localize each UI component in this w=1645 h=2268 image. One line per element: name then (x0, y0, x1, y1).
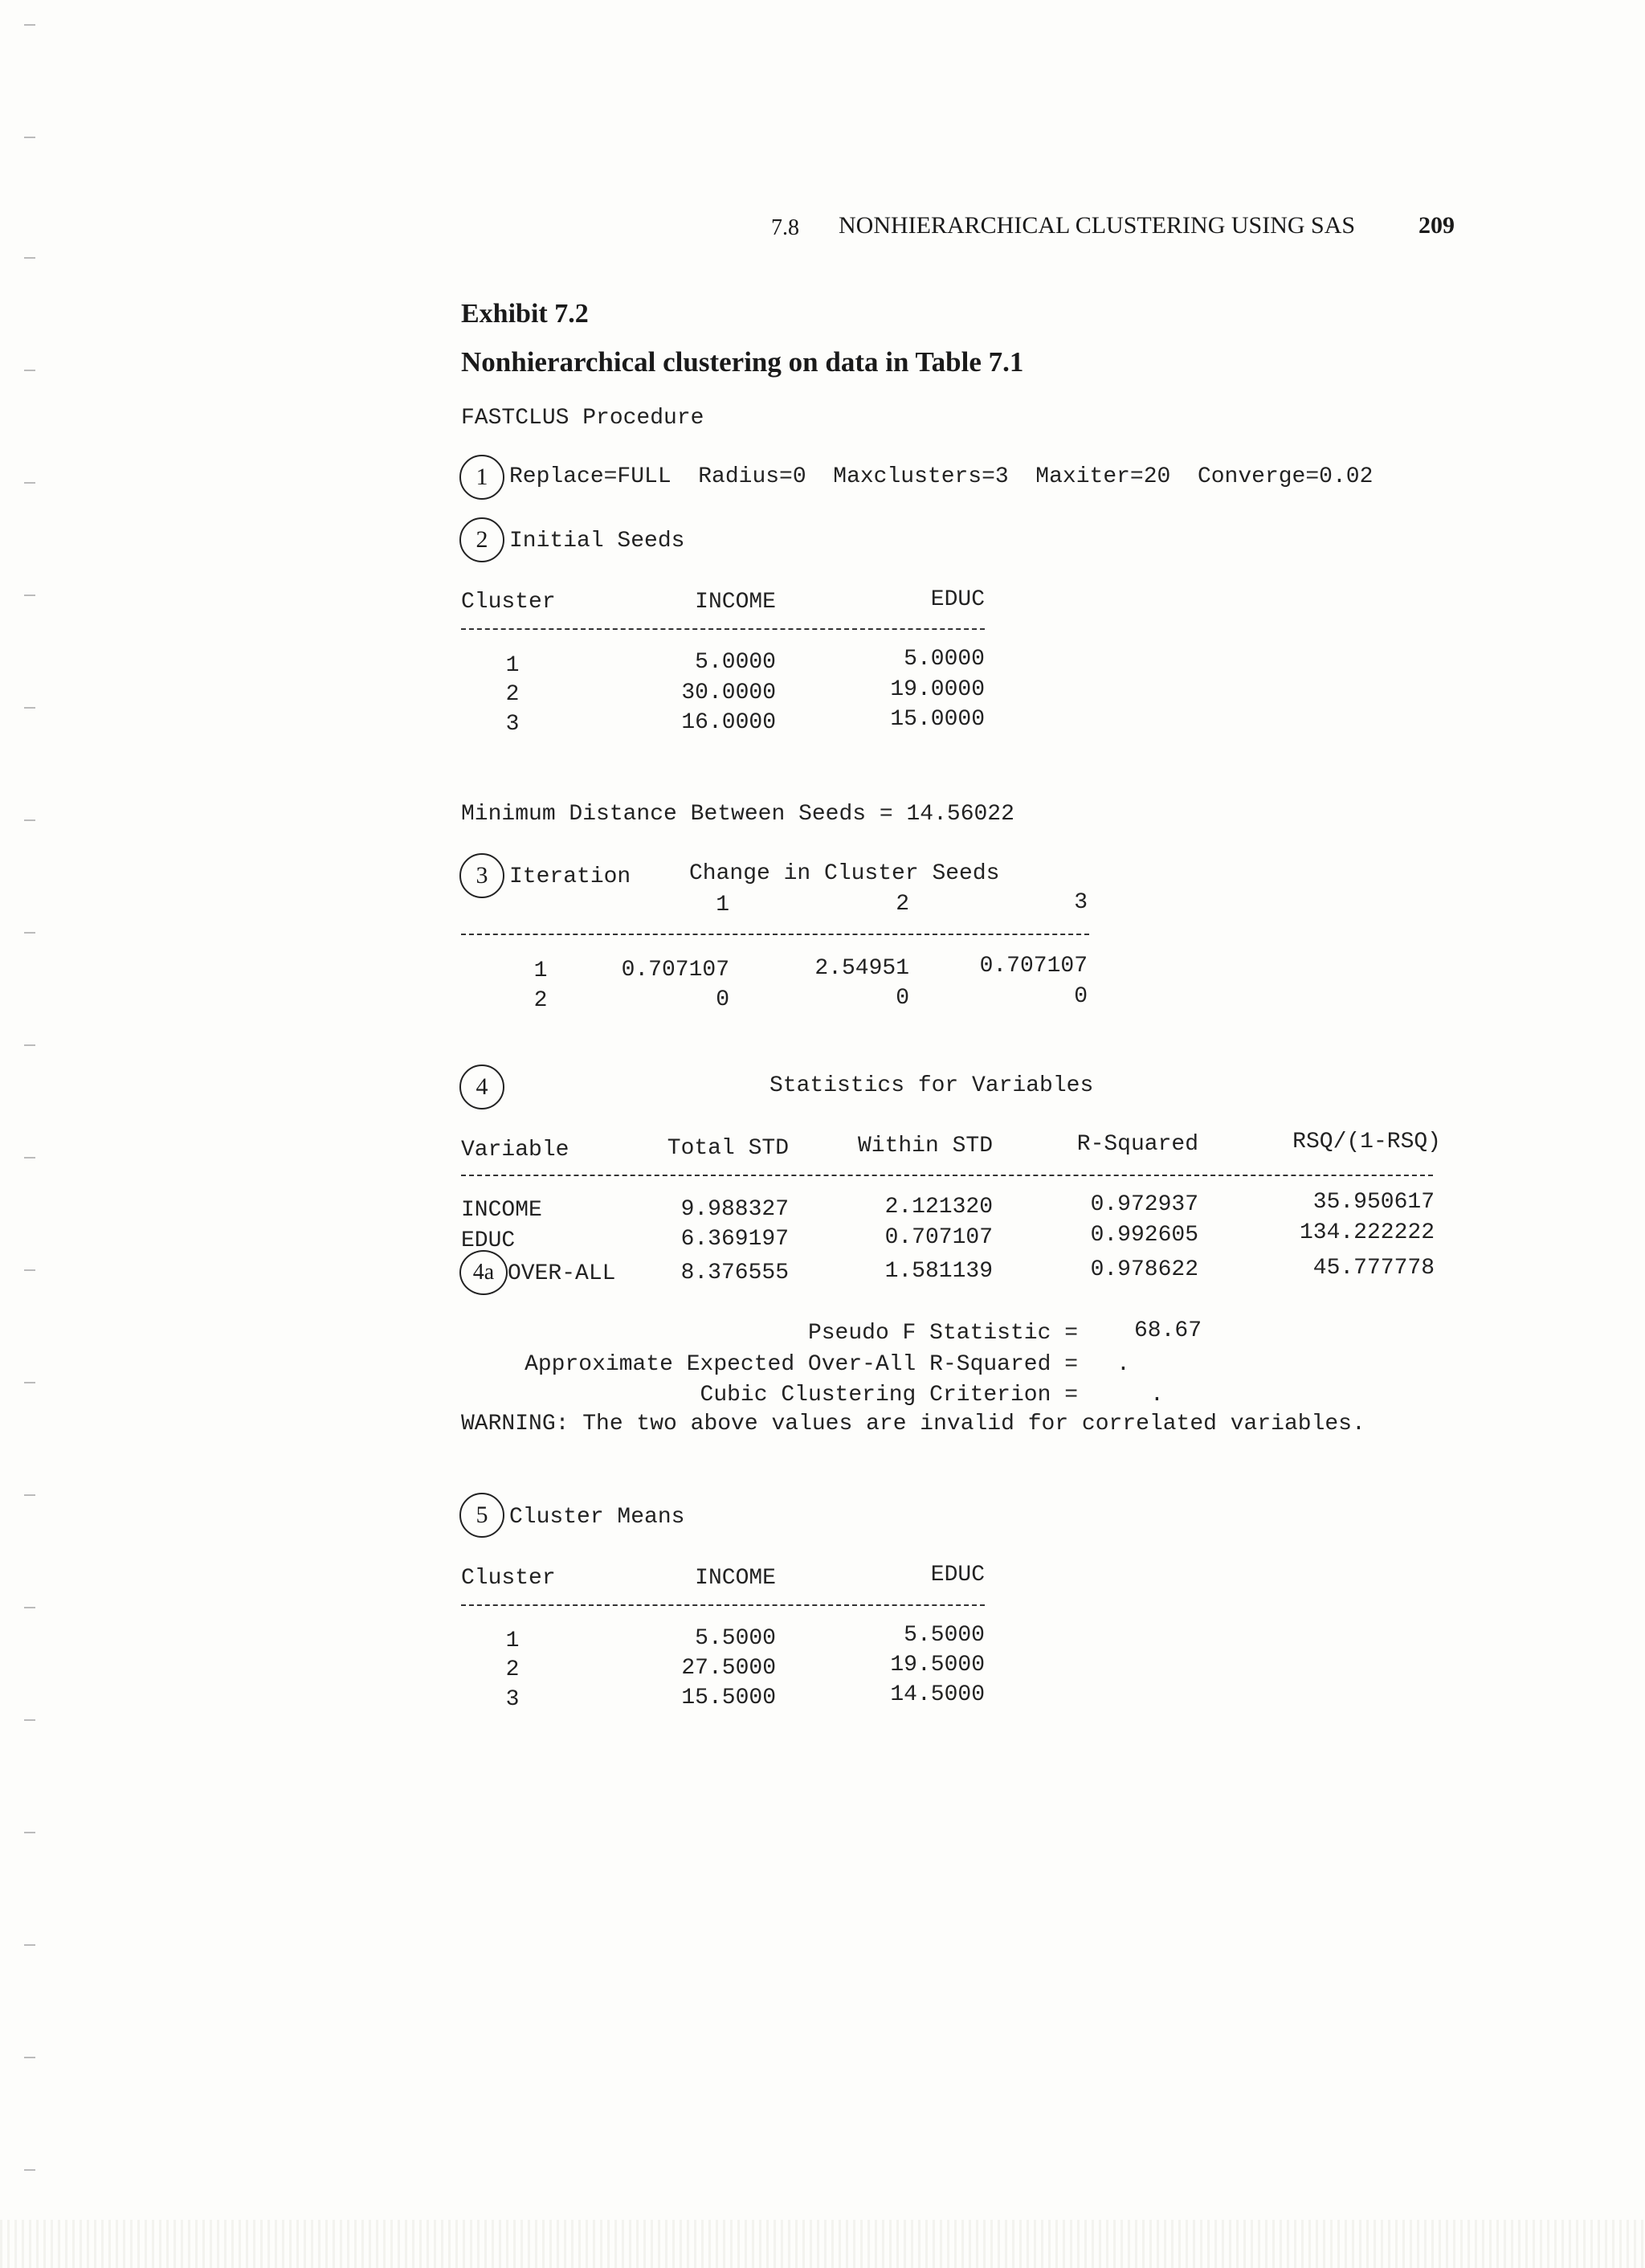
binding-edge (24, 0, 40, 2268)
stats-row-educ-name: EDUC (461, 1228, 516, 1253)
iteration-title: Change in Cluster Seeds (689, 861, 1000, 886)
iter-row-1-c2: 2.54951 (814, 956, 909, 981)
pseudo-f-label: Pseudo F Statistic = (807, 1321, 1078, 1346)
ccc-value: . (1150, 1383, 1164, 1408)
means-row-3-cluster: 3 (505, 1687, 520, 1712)
stats-row-income-ratio: 35.950617 (1312, 1190, 1435, 1215)
seeds-row-1-cluster: 1 (505, 653, 520, 678)
stats-row-overall-name: OVER-ALL (508, 1261, 616, 1286)
stats-row-overall-within: 1.581139 (884, 1259, 993, 1284)
iter-col-2: 2 (896, 892, 909, 917)
marker-1: 1 (459, 455, 504, 500)
stats-row-income-within: 2.121320 (884, 1195, 993, 1220)
stats-header-rsq-ratio: RSQ/(1-RSQ) (1292, 1130, 1441, 1154)
means-header-cluster: Cluster (461, 1566, 556, 1591)
iter-row-1-c3: 0.707107 (979, 954, 1088, 979)
seeds-row-3-income: 16.0000 (681, 710, 776, 735)
seeds-row-1-income: 5.0000 (695, 650, 776, 675)
iter-row-1-num: 1 (533, 958, 548, 983)
seeds-header-cluster: Cluster (461, 590, 556, 615)
stats-row-overall-ratio: 45.777778 (1312, 1256, 1435, 1281)
seeds-row-3-educ: 15.0000 (890, 707, 985, 732)
iter-row-2-c1: 0 (716, 987, 729, 1012)
scan-noise-edge (0, 2220, 1645, 2268)
expected-rsq-value: . (1116, 1352, 1130, 1377)
ccc-label: Cubic Clustering Criterion = (700, 1383, 1078, 1408)
iteration-label: Iteration (509, 864, 631, 889)
means-row-2-income: 27.5000 (681, 1656, 776, 1681)
exhibit-label: Exhibit 7.2 (461, 299, 589, 329)
marker-2: 2 (459, 517, 504, 562)
marker-5: 5 (459, 1493, 504, 1538)
stats-header-total-std: Total STD (667, 1136, 789, 1161)
seeds-row-2-cluster: 2 (505, 682, 520, 707)
means-divider (461, 1604, 985, 1606)
marker-4: 4 (459, 1065, 504, 1109)
initial-seeds-title: Initial Seeds (509, 529, 685, 554)
seeds-header-educ: EDUC (930, 587, 985, 612)
stats-header-within-std: Within STD (857, 1134, 993, 1159)
means-row-1-educ: 5.5000 (904, 1623, 985, 1648)
marker-3: 3 (459, 853, 504, 898)
stats-row-educ-within: 0.707107 (884, 1225, 993, 1250)
means-row-1-income: 5.5000 (695, 1626, 776, 1651)
marker-4a: 4a (459, 1250, 508, 1295)
seeds-row-3-cluster: 3 (505, 712, 520, 737)
means-row-3-educ: 14.5000 (890, 1682, 985, 1707)
stats-row-educ-ratio: 134.222222 (1299, 1220, 1435, 1245)
iter-col-3: 3 (1074, 890, 1088, 915)
statistics-divider (461, 1175, 1433, 1176)
iter-row-2-c3: 0 (1074, 984, 1088, 1009)
iter-col-1: 1 (716, 893, 729, 917)
section-title: NONHIERARCHICAL CLUSTERING USING SAS (839, 212, 1356, 239)
procedure-name: FASTCLUS Procedure (461, 406, 704, 431)
iter-row-2-c2: 0 (896, 986, 909, 1011)
options-line: Replace=FULL Radius=0 Maxclusters=3 Maxiter=20 Converge=0.02 (509, 464, 1374, 489)
section-number: 7.8 (771, 215, 799, 240)
means-header-educ: EDUC (930, 1563, 985, 1588)
seeds-row-2-income: 30.0000 (681, 680, 776, 705)
stats-row-income-rsq: 0.972937 (1090, 1192, 1198, 1217)
means-row-2-cluster: 2 (505, 1657, 520, 1682)
seeds-row-2-educ: 19.0000 (890, 677, 985, 702)
stats-row-income-name: INCOME (461, 1198, 542, 1223)
seeds-row-1-educ: 5.0000 (904, 647, 985, 672)
stats-row-income-total: 9.988327 (680, 1197, 789, 1222)
stats-header-variable: Variable (461, 1138, 569, 1163)
stats-header-r-squared: R-Squared (1076, 1132, 1198, 1157)
running-header (771, 210, 1462, 246)
iteration-divider (461, 934, 1089, 935)
stats-row-educ-total: 6.369197 (680, 1227, 789, 1252)
means-row-3-income: 15.5000 (681, 1686, 776, 1710)
page-number: 209 (1418, 212, 1455, 239)
statistics-title: Statistics for Variables (769, 1073, 1094, 1098)
stats-row-overall-rsq: 0.978622 (1090, 1257, 1198, 1282)
iter-row-1-c1: 0.707107 (621, 958, 729, 983)
warning-text: WARNING: The two above values are invalid for correlated variables. (461, 1412, 1365, 1436)
seeds-header-income: INCOME (695, 590, 776, 615)
means-row-2-educ: 19.5000 (890, 1653, 985, 1678)
expected-rsq-label: Approximate Expected Over-All R-Squared = (525, 1352, 1078, 1377)
cluster-means-title: Cluster Means (509, 1505, 685, 1530)
minimum-distance: Minimum Distance Between Seeds = 14.56022 (461, 802, 1014, 827)
seeds-divider (461, 628, 985, 630)
stats-row-educ-rsq: 0.992605 (1090, 1223, 1198, 1248)
pseudo-f-value: 68.67 (1134, 1318, 1202, 1343)
means-row-1-cluster: 1 (505, 1628, 520, 1653)
exhibit-caption: Nonhierarchical clustering on data in Table 7.1 (461, 346, 1024, 378)
iter-row-2-num: 2 (533, 988, 548, 1013)
stats-row-overall-total: 8.376555 (680, 1261, 789, 1285)
means-header-income: INCOME (695, 1566, 776, 1591)
